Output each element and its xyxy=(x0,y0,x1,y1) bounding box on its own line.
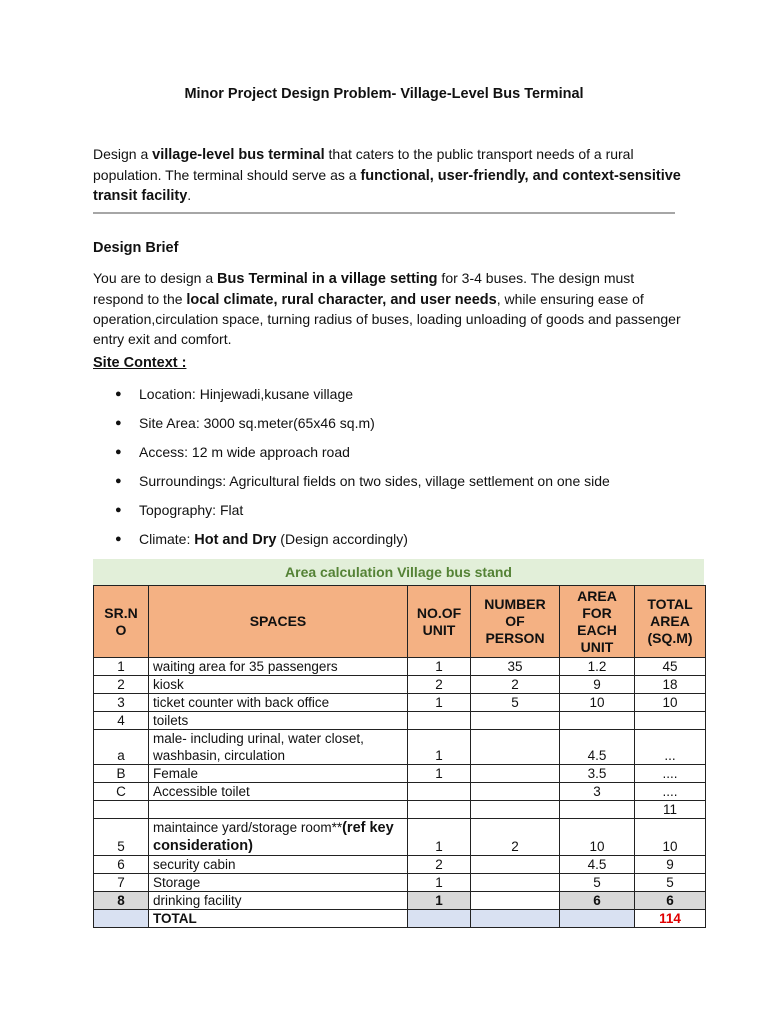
cell-area-unit: 4.5 xyxy=(560,730,635,765)
list-item xyxy=(115,383,610,412)
list-item-text: Surroundings: Agricultural fields on two sides, village settlement on one side xyxy=(139,473,610,489)
cell-total-area: .... xyxy=(635,783,706,801)
cell-space: toilets xyxy=(149,712,408,730)
cell-sr: 1 xyxy=(94,658,149,676)
intro-text-1: Design a xyxy=(93,146,153,162)
cell-space: security cabin xyxy=(149,856,408,874)
header-total-area: TOTAL AREA (SQ.M) xyxy=(635,586,706,658)
bullet-icon: ● xyxy=(115,388,122,400)
cell-persons xyxy=(471,910,560,928)
brief-text-1: You are to design a xyxy=(93,270,218,286)
climate-suffix: (Design accordingly) xyxy=(276,531,408,547)
cell-sr: 6 xyxy=(94,856,149,874)
cell-area-unit: 10 xyxy=(560,694,635,712)
cell-persons xyxy=(471,801,560,819)
cell-total-area: 5 xyxy=(635,874,706,892)
table-row xyxy=(94,856,706,874)
cell-units: 1 xyxy=(408,892,471,910)
cell-persons xyxy=(471,765,560,783)
cell-persons xyxy=(471,712,560,730)
site-context-heading: Site Context : xyxy=(93,355,187,371)
climate-bold: Hot and Dry xyxy=(194,532,277,548)
cell-area-unit: 6 xyxy=(560,892,635,910)
table-row xyxy=(94,801,706,819)
area-calculation-table xyxy=(93,585,706,928)
cell-area-unit: 3.5 xyxy=(560,765,635,783)
list-item xyxy=(115,441,610,470)
cell-units xyxy=(408,910,471,928)
list-item xyxy=(115,412,610,441)
cell-area-unit xyxy=(560,801,635,819)
cell-total-area: ... xyxy=(635,730,706,765)
cell-units xyxy=(408,712,471,730)
horizontal-rule xyxy=(93,212,675,214)
header-number-of-person: NUMBER OF PERSON xyxy=(471,586,560,658)
table-row xyxy=(94,658,706,676)
cell-space: kiosk xyxy=(149,676,408,694)
header-spaces: SPACES xyxy=(149,586,408,658)
bullet-icon: ● xyxy=(115,446,122,458)
cell-sr: a xyxy=(94,730,149,765)
table-caption: Area calculation Village bus stand xyxy=(93,559,704,585)
cell-sr: 3 xyxy=(94,694,149,712)
cell-area-unit: 1.2 xyxy=(560,658,635,676)
intro-text-2: that caters to the public transport needs of a rural population. The terminal should serve as a xyxy=(93,146,634,183)
cell-space: drinking facility xyxy=(149,892,408,910)
brief-text-3: , while ensuring ease of operation,circulation space, turning radius of buses, loading unloading of goods and passenger entry exit and comfort. xyxy=(93,290,681,347)
table-row xyxy=(94,765,706,783)
cell-persons xyxy=(471,892,560,910)
cell-space: male- including urinal, water closet, washbasin, circulation xyxy=(149,730,408,765)
cell-total-area: 45 xyxy=(635,658,706,676)
cell-sr: 7 xyxy=(94,874,149,892)
cell-space: waiting area for 35 passengers xyxy=(149,658,408,676)
cell-total-area: 11 xyxy=(635,801,706,819)
cell-total-area: 9 xyxy=(635,856,706,874)
bullet-icon: ● xyxy=(115,504,122,516)
cell-units: 2 xyxy=(408,856,471,874)
cell-sr: 5 xyxy=(94,819,149,856)
cell-area-unit: 3 xyxy=(560,783,635,801)
list-item xyxy=(115,528,610,557)
cell-space: Female xyxy=(149,765,408,783)
design-brief-heading: Design Brief xyxy=(93,240,179,256)
table-row xyxy=(94,892,706,910)
cell-space xyxy=(149,801,408,819)
cell-area-unit: 9 xyxy=(560,676,635,694)
space-bold-note: (ref key consideration) xyxy=(153,820,394,854)
cell-persons: 2 xyxy=(471,676,560,694)
list-item-text: Access: 12 m wide approach road xyxy=(139,444,350,460)
table-row xyxy=(94,874,706,892)
header-sr-no: SR.N O xyxy=(94,586,149,658)
cell-persons: 5 xyxy=(471,694,560,712)
cell-units: 2 xyxy=(408,676,471,694)
header-area-each-unit: AREA FOR EACH UNIT xyxy=(560,586,635,658)
cell-area-unit xyxy=(560,712,635,730)
intro-paragraph xyxy=(93,145,683,207)
table-row xyxy=(94,730,706,765)
cell-space: Accessible toilet xyxy=(149,783,408,801)
cell-space: ticket counter with back office xyxy=(149,694,408,712)
list-item xyxy=(115,470,610,499)
brief-bold-1: Bus Terminal in a village setting xyxy=(217,271,438,287)
list-item-text: Location: Hinjewadi,kusane village xyxy=(139,386,354,402)
cell-area-unit: 5 xyxy=(560,874,635,892)
list-item xyxy=(115,499,610,528)
table-row xyxy=(94,694,706,712)
table-row xyxy=(94,783,706,801)
cell-space: Storage xyxy=(149,874,408,892)
cell-sr: B xyxy=(94,765,149,783)
cell-total-area: .... xyxy=(635,765,706,783)
cell-persons: 2 xyxy=(471,819,560,856)
cell-persons xyxy=(471,783,560,801)
cell-persons xyxy=(471,730,560,765)
cell-units: 1 xyxy=(408,694,471,712)
cell-units: 1 xyxy=(408,730,471,765)
total-label: TOTAL xyxy=(149,910,408,928)
site-context-list xyxy=(115,383,610,557)
intro-text-3: . xyxy=(187,187,192,203)
cell-area-unit: 10 xyxy=(560,819,635,856)
table-row xyxy=(94,819,706,856)
table-header-row xyxy=(94,586,706,658)
table-total-row xyxy=(94,910,706,928)
cell-units xyxy=(408,801,471,819)
space-text: maintaince yard/storage room** xyxy=(153,820,343,835)
list-item-text: Topography: Flat xyxy=(139,502,244,518)
cell-sr: 8 xyxy=(94,892,149,910)
cell-sr: C xyxy=(94,783,149,801)
cell-units: 1 xyxy=(408,765,471,783)
bullet-icon: ● xyxy=(115,533,122,545)
bullet-icon: ● xyxy=(115,417,122,429)
table-row xyxy=(94,676,706,694)
cell-persons xyxy=(471,856,560,874)
bullet-icon: ● xyxy=(115,475,122,487)
cell-units: 1 xyxy=(408,874,471,892)
cell-area-unit: 4.5 xyxy=(560,856,635,874)
cell-area-unit xyxy=(560,910,635,928)
header-no-of-unit: NO.OF UNIT xyxy=(408,586,471,658)
cell-units: 1 xyxy=(408,819,471,856)
cell-total-area: 18 xyxy=(635,676,706,694)
cell-total-area: 6 xyxy=(635,892,706,910)
total-value: 114 xyxy=(635,910,706,928)
cell-units: 1 xyxy=(408,658,471,676)
cell-sr: 2 xyxy=(94,676,149,694)
cell-persons xyxy=(471,874,560,892)
cell-sr xyxy=(94,801,149,819)
cell-total-area: 10 xyxy=(635,819,706,856)
intro-bold-1: village-level bus terminal xyxy=(152,147,325,163)
brief-bold-2: local climate, rural character, and user needs xyxy=(186,291,497,308)
list-item-text: Site Area: 3000 sq.meter(65x46 sq.m) xyxy=(139,415,375,431)
cell-total-area xyxy=(635,712,706,730)
table-row xyxy=(94,712,706,730)
intro-bold-2: functional, user-friendly, and context-sensitive transit facility xyxy=(93,167,681,204)
design-brief-paragraph xyxy=(93,269,683,349)
cell-persons: 35 xyxy=(471,658,560,676)
cell-sr: 4 xyxy=(94,712,149,730)
cell-sr xyxy=(94,910,149,928)
page-title: Minor Project Design Problem- Village-Level Bus Terminal xyxy=(184,86,584,102)
cell-units xyxy=(408,783,471,801)
brief-text-2: for 3-4 buses. The design must respond to the xyxy=(93,270,635,307)
cell-total-area: 10 xyxy=(635,694,706,712)
climate-prefix: Climate: xyxy=(139,531,195,547)
cell-space xyxy=(149,819,408,856)
